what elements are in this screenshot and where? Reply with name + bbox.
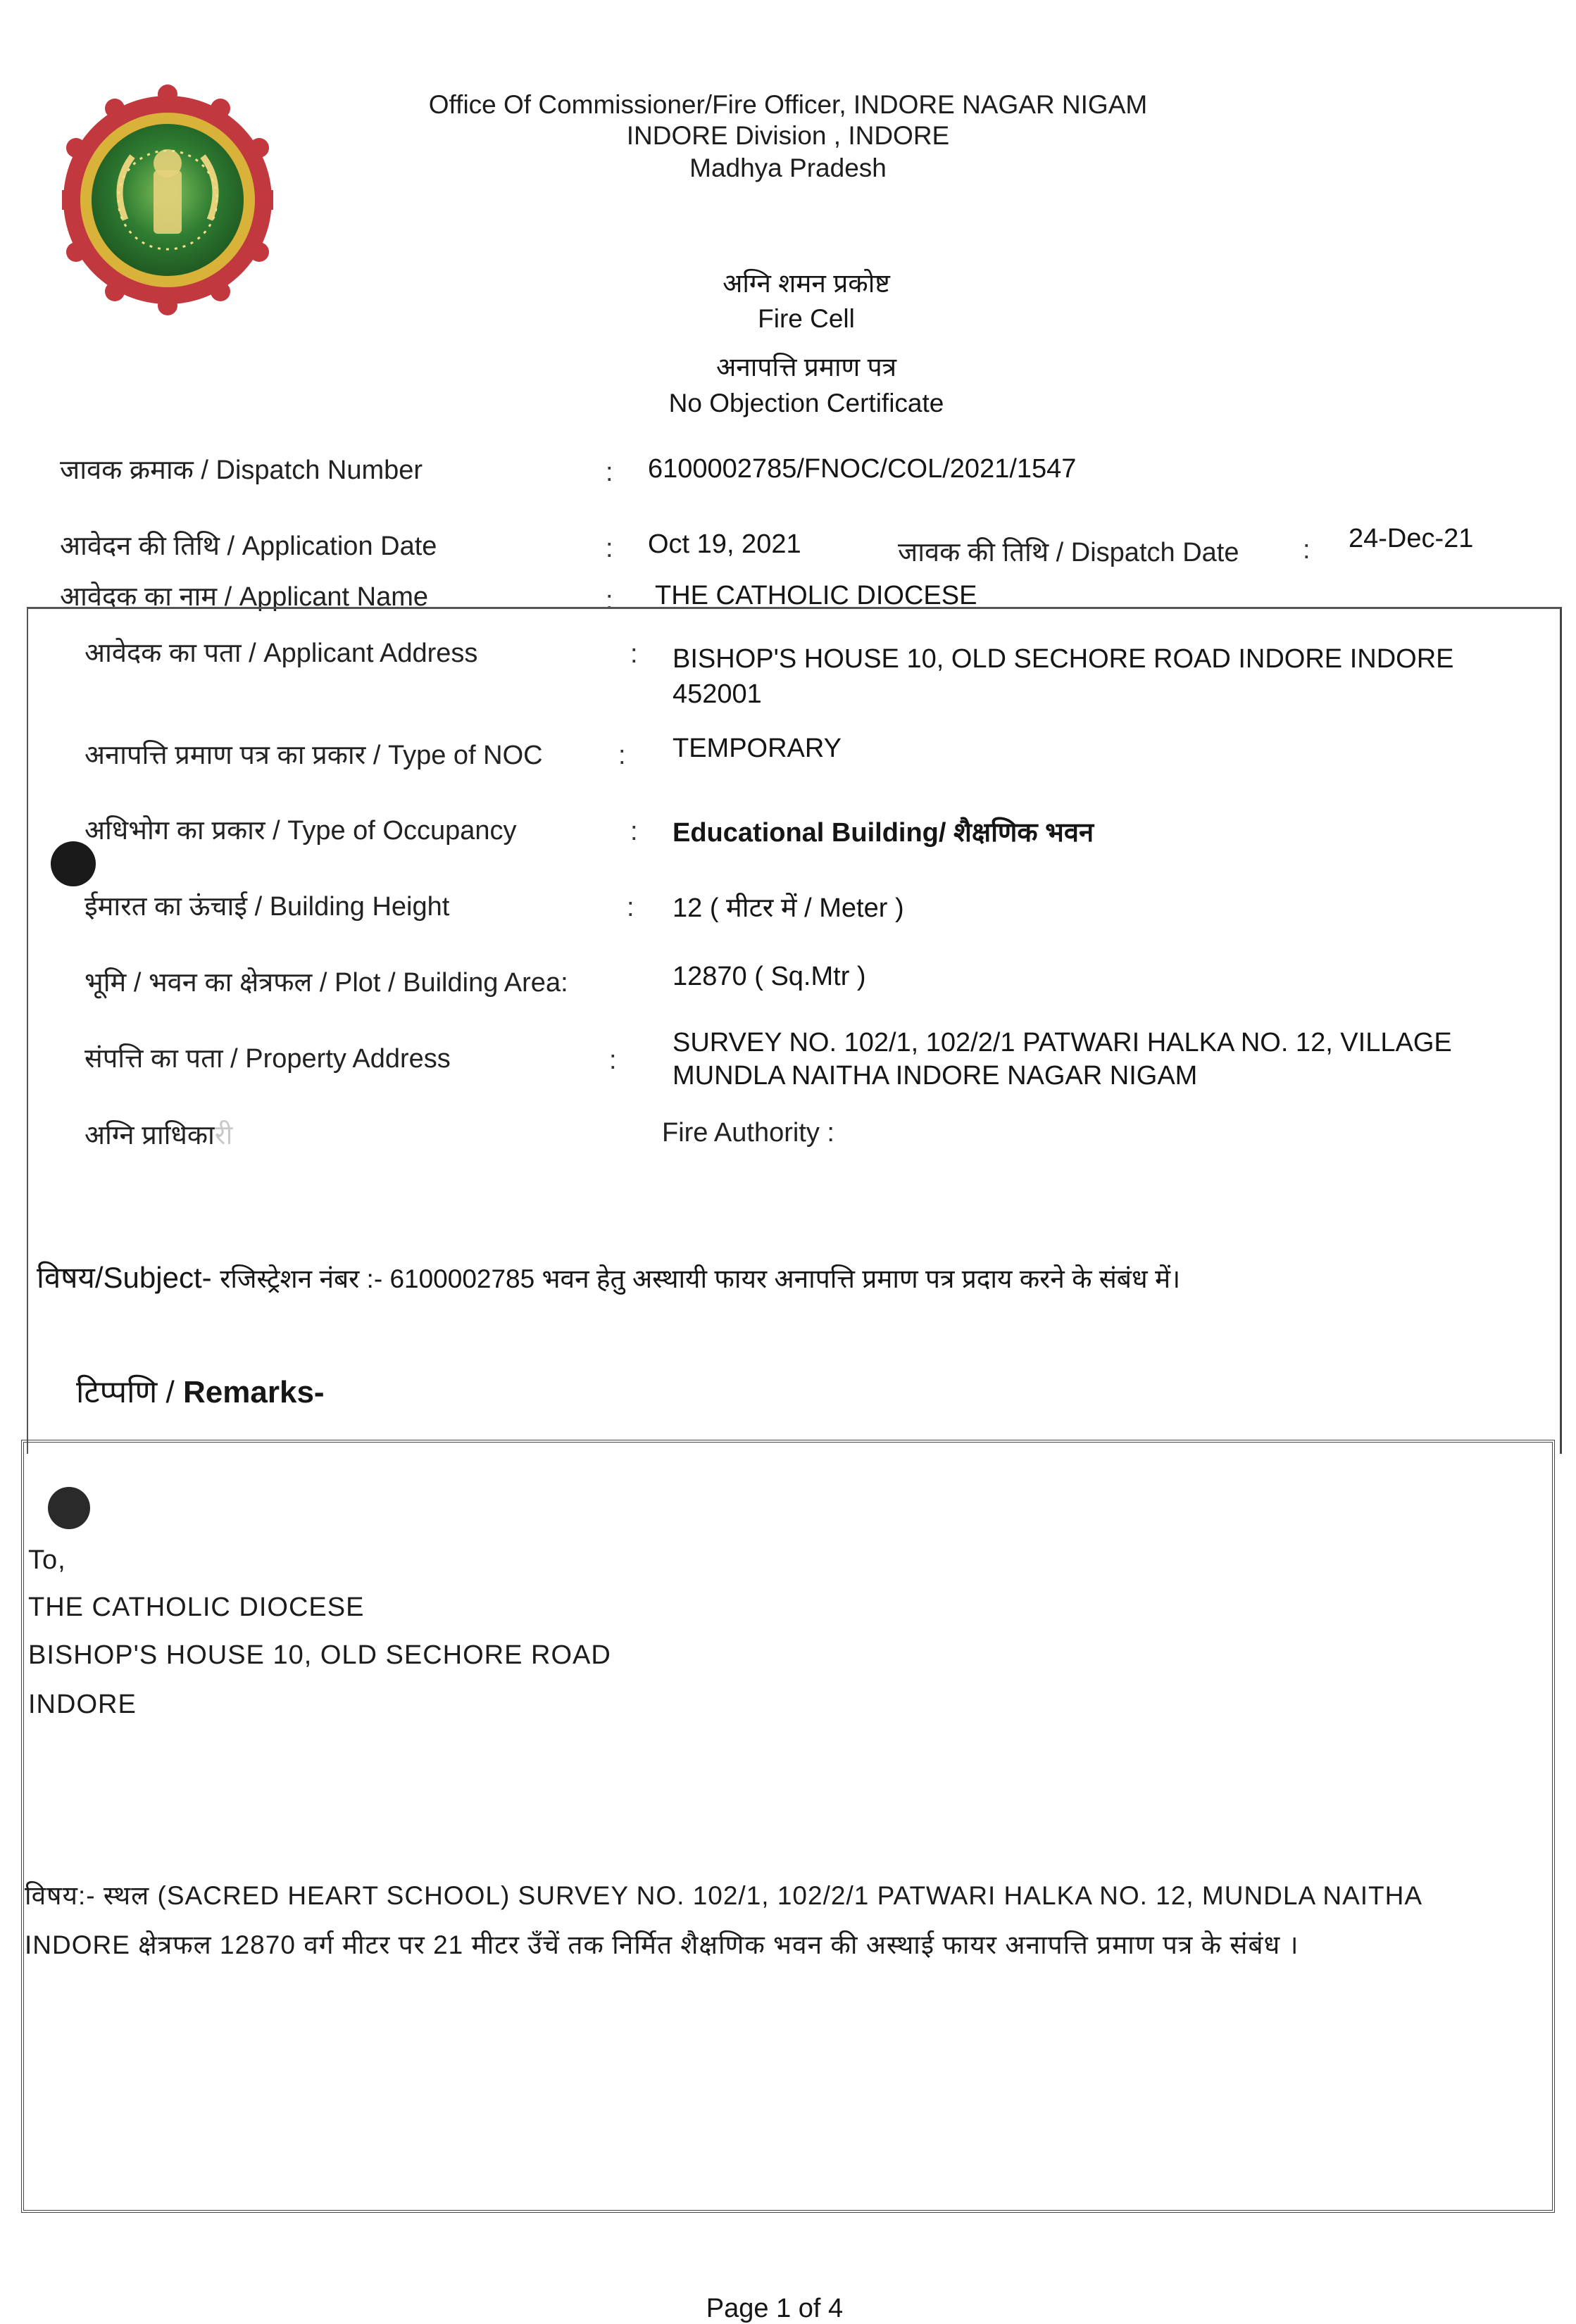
noc-title-english: No Objection Certificate bbox=[668, 389, 944, 417]
dispatch-number-value: 6100002785/FNOC/COL/2021/1547 bbox=[648, 454, 1077, 484]
dispatch-date-label: जावक की तिथि / Dispatch Date bbox=[898, 538, 1239, 567]
colon: : bbox=[627, 893, 634, 922]
fire-cell-hindi: अग्नि शमन प्रकोष्ट bbox=[723, 269, 890, 298]
remarks-english: Remarks- bbox=[183, 1375, 325, 1409]
remarks-box bbox=[21, 1440, 1555, 2213]
building-area-value: 12870 ( Sq.Mtr ) bbox=[673, 962, 866, 991]
fire-authority-label bbox=[85, 1116, 232, 1152]
property-address-line2: MUNDLA NAITHA INDORE NAGAR NIGAM bbox=[673, 1061, 1198, 1091]
division-line: INDORE Division , INDORE bbox=[626, 121, 950, 150]
colon: : bbox=[606, 458, 613, 487]
property-address-line1: SURVEY NO. 102/1, 102/2/1 PATWARI HALKA NO. 12, VILLAGE bbox=[673, 1028, 1452, 1057]
colon: : bbox=[606, 534, 613, 563]
building-height-value: 12 ( मीटर में / Meter ) bbox=[673, 893, 904, 923]
remarks-separator: / bbox=[157, 1375, 184, 1409]
application-date-label: आवेदन की तिथि / Application Date bbox=[60, 532, 437, 561]
letter-recipient-name: THE CATHOLIC DIOCESE bbox=[28, 1593, 365, 1622]
occupancy-label: अधिभोग का प्रकार / Type of Occupancy bbox=[85, 816, 517, 846]
punch-hole-mark bbox=[48, 1487, 90, 1529]
letter-subject-line1: विषय:- स्थल (SACRED HEART SCHOOL) SURVEY NO. 102/1, 102/2/1 PATWARI HALKA NO. 12, MUNDLA NAITHA bbox=[25, 1881, 1423, 1910]
subject-text: रजिस्ट्रेशन नंबर :- 6100002785 भवन हेतु अस्थायी फायर अनापत्ति प्रमाण पत्र प्रदाय करने के संबंध में। bbox=[220, 1264, 1181, 1293]
colon: : bbox=[630, 817, 638, 846]
fire-authority-hindi: अग्नि प्राधिक bbox=[85, 1121, 215, 1150]
applicant-address-label: आवेदक का पता / Applicant Address bbox=[85, 639, 478, 668]
remarks-hindi: टिप्पणि bbox=[76, 1375, 158, 1409]
applicant-name-label: आवेदक का नाम / Applicant Name bbox=[60, 582, 429, 612]
page-number: Page 1 of 4 bbox=[706, 2294, 844, 2323]
punch-hole-mark bbox=[51, 841, 96, 886]
colon: : bbox=[609, 1045, 617, 1075]
building-height-label: ईमारत का ऊंचाई / Building Height bbox=[85, 892, 450, 922]
subject-line bbox=[37, 1257, 1180, 1297]
applicant-address-line2: 452001 bbox=[673, 679, 762, 709]
remarks-heading bbox=[76, 1369, 325, 1412]
noc-type-value: TEMPORARY bbox=[673, 734, 842, 763]
property-address-label: संपत्ति का पता / Property Address bbox=[85, 1044, 451, 1074]
noc-type-label: अनापत्ति प्रमाण पत्र का प्रकार / Type of NOC bbox=[85, 741, 543, 770]
fire-authority-faded: ारी bbox=[214, 1121, 233, 1150]
occupancy-value: Educational Building/ शैक्षणिक भवन bbox=[673, 818, 1094, 848]
applicant-address-line1: BISHOP'S HOUSE 10, OLD SECHORE ROAD INDORE INDORE bbox=[673, 644, 1454, 674]
office-title: Office Of Commissioner/Fire Officer, INDORE NAGAR NIGAM bbox=[428, 90, 1148, 119]
noc-title-hindi: अनापत्ति प्रमाण पत्र bbox=[715, 353, 897, 382]
dispatch-number-label: जावक क्रमाक / Dispatch Number bbox=[60, 456, 423, 485]
subject-prefix: विषय/Subject- bbox=[37, 1261, 212, 1294]
colon: : bbox=[1303, 535, 1311, 565]
letter-subject-line2: INDORE क्षेत्रफल 12870 वर्ग मीटर पर 21 मीटर उँचें तक निर्मित शैक्षणिक भवन की अस्थाई फायर अनापत्ति प्रमाण पत्र के संबंध । bbox=[25, 1930, 1299, 1959]
application-date-value: Oct 19, 2021 bbox=[648, 529, 801, 559]
letter-recipient-address: BISHOP'S HOUSE 10, OLD SECHORE ROAD bbox=[28, 1640, 611, 1670]
colon: : bbox=[606, 586, 613, 615]
state-line: Madhya Pradesh bbox=[689, 153, 887, 182]
applicant-name-value: THE CATHOLIC DIOCESE bbox=[655, 581, 977, 610]
colon: : bbox=[630, 639, 638, 669]
building-area-label: भूमि / भवन का क्षेत्रफल / Plot / Building Area: bbox=[85, 968, 568, 998]
dispatch-date-value: 24-Dec-21 bbox=[1349, 524, 1474, 553]
letter-to: To, bbox=[28, 1545, 66, 1575]
letter-recipient-city: INDORE bbox=[28, 1690, 137, 1719]
fire-cell-english: Fire Cell bbox=[758, 304, 855, 333]
colon: : bbox=[618, 741, 626, 770]
fire-authority-english: Fire Authority : bbox=[662, 1118, 834, 1148]
